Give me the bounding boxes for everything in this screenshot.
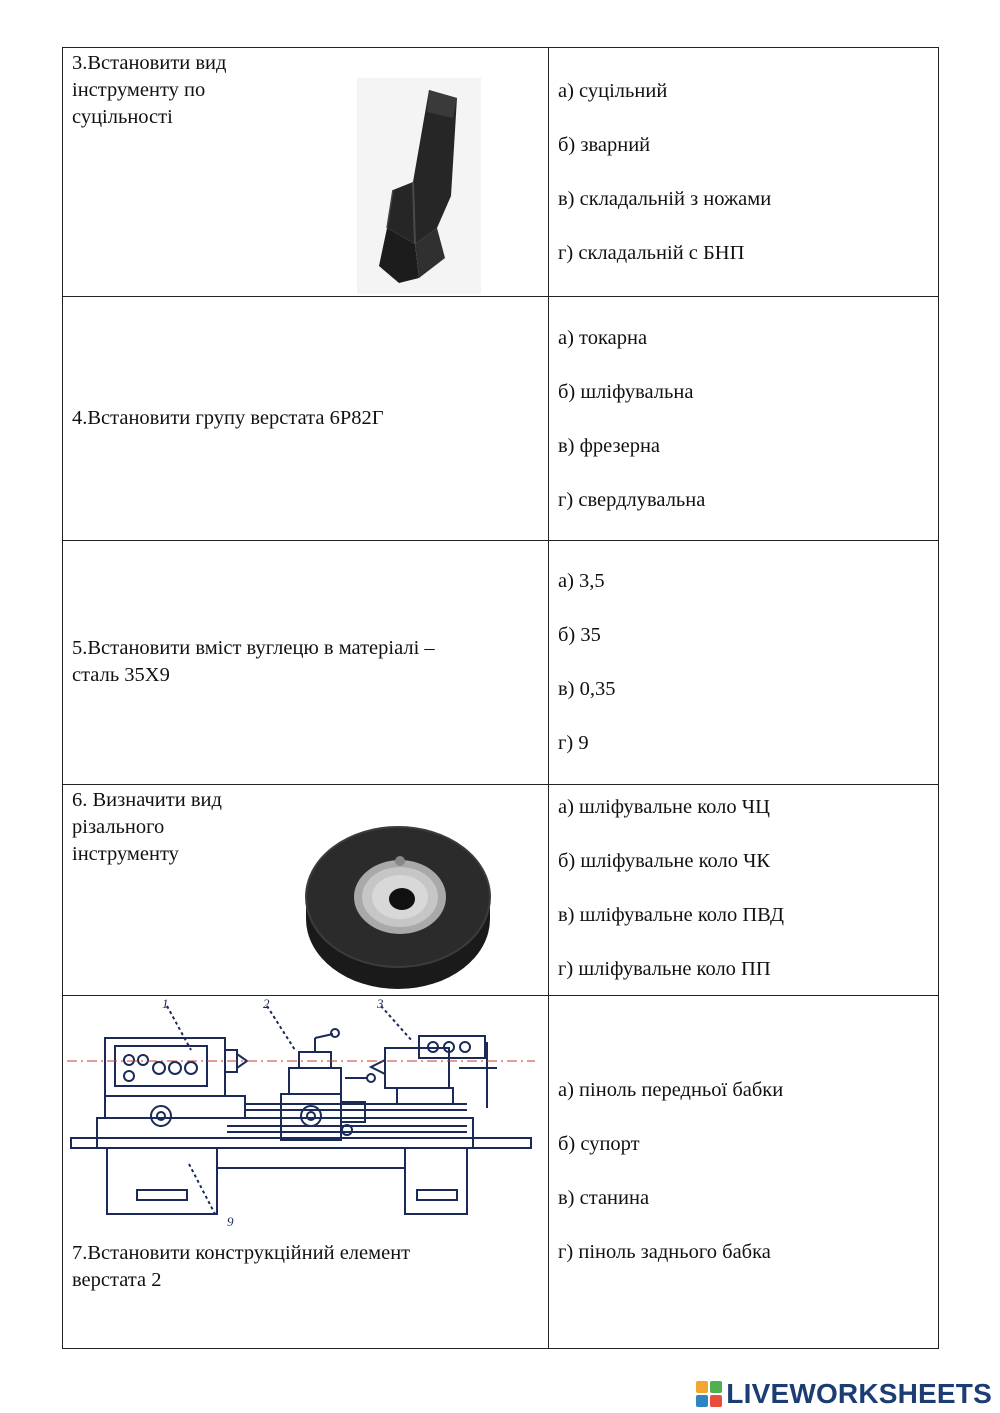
question-cell <box>63 996 549 1349</box>
question-row-7 <box>63 996 939 1349</box>
question-row-3 <box>63 48 939 297</box>
logo-grid-icon <box>696 1381 722 1407</box>
worksheet-table <box>62 47 939 1349</box>
option-d[interactable]: г) піноль заднього бабка <box>558 1241 771 1263</box>
answer-cell <box>549 48 939 297</box>
drawing-label-9: 9 <box>227 1214 234 1229</box>
cutting-tool-image <box>357 78 481 297</box>
option-b[interactable]: б) шліфувальне коло ЧК <box>558 850 771 872</box>
option-c[interactable]: в) 0,35 <box>558 678 616 700</box>
grinding-wheel-image <box>305 821 493 993</box>
option-c[interactable]: в) складальній з ножами <box>558 188 772 210</box>
lathe-drawing-image <box>67 998 535 1230</box>
option-b[interactable]: б) 35 <box>558 624 601 646</box>
option-c[interactable]: в) шліфувальне коло ПВД <box>558 904 785 926</box>
option-a[interactable]: а) токарна <box>558 327 648 349</box>
answer-cell <box>549 297 939 541</box>
option-b[interactable]: б) супорт <box>558 1133 640 1155</box>
option-d[interactable]: г) складальній с БНП <box>558 242 745 264</box>
option-a[interactable]: а) суцільний <box>558 80 668 102</box>
question-text: 3.Встановити вид інструменту по суцільності <box>72 52 227 128</box>
answer-cell <box>549 996 939 1349</box>
question-row-5 <box>63 541 939 785</box>
option-c[interactable]: в) станина <box>558 1187 650 1209</box>
option-list <box>558 78 771 294</box>
option-list <box>558 325 705 541</box>
question-text: 7.Встановити конструкційний елемент верстата 2 <box>72 1242 411 1291</box>
option-a[interactable]: а) 3,5 <box>558 570 605 592</box>
answer-cell <box>549 541 939 785</box>
drawing-label-3: 3 <box>377 998 384 1011</box>
question-row-4 <box>63 297 939 541</box>
option-d[interactable]: г) 9 <box>558 732 589 754</box>
option-d[interactable]: г) шліфувальне коло ПП <box>558 958 771 980</box>
option-b[interactable]: б) шліфувальна <box>558 381 694 403</box>
option-a[interactable]: а) шліфувальне коло ЧЦ <box>558 796 770 818</box>
option-b[interactable]: б) зварний <box>558 134 651 156</box>
question-cell <box>63 785 549 996</box>
drawing-label-2: 2 <box>263 998 270 1011</box>
option-c[interactable]: в) фрезерна <box>558 435 661 457</box>
liveworksheets-logo <box>696 1379 992 1409</box>
option-a[interactable]: а) піноль передньої бабки <box>558 1079 784 1101</box>
option-list <box>558 568 616 784</box>
answer-cell <box>549 785 939 996</box>
brand-text: LIVEWORKSHEETS <box>726 1378 992 1409</box>
question-text: 6. Визначити вид різального інструменту <box>72 789 222 865</box>
option-list <box>558 794 784 996</box>
question-row-6 <box>63 785 939 996</box>
question-cell <box>63 48 549 297</box>
option-d[interactable]: г) свердлувальна <box>558 489 706 511</box>
question-text: 5.Встановити вміст вуглецю в матеріалі – сталь 35Х9 <box>72 637 435 686</box>
question-text: 4.Встановити групу верстата 6Р82Г <box>72 407 384 429</box>
option-list <box>558 1077 783 1293</box>
drawing-label-1: 1 <box>162 998 169 1011</box>
question-cell <box>63 541 549 785</box>
question-cell <box>63 297 549 541</box>
